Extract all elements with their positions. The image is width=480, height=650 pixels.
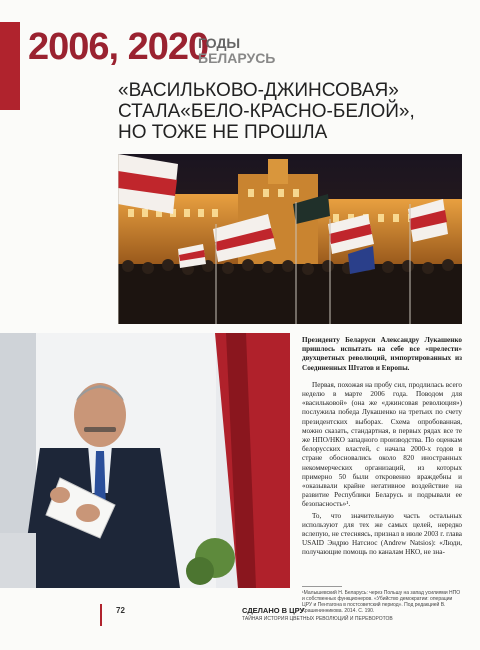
footer-divider [100,604,102,626]
running-subtitle: ТАЙНАЯ ИСТОРИЯ ЦВЕТНЫХ РЕВОЛЮЦИЙ И ПЕРЕВОРОТОВ [242,616,393,622]
headline-line-1: «ВАСИЛЬКОВО-ДЖИНСОВАЯ» [118,80,399,101]
footnote-rule [302,586,342,587]
years-label-top: ГОДЫ [198,35,241,51]
page-number: 72 [116,606,125,615]
article-paragraph-1: Первая, похожая на пробу сил, продлилась всего неделю в марте 2006 года. Поводом для «васильковой» (она же «джинсовая революция») послужила победа Лукашенко на третьих по счету президентских выборах. Схема опробованная, можно сказать, стандартная, в первых рядах все те же НПО/НКО западного производства. По оценкам белорусских властей, с начала 2000-х годов в стране обосновались около 820 иностранных некоммерческих организаций, из которых примерно 50 были откровенно враждебны и «оказывали крайне негативное воздействие на развитие Республики Беларусь и подрывали ее безопасность»¹. [302,380,462,509]
article-text-column [302,336,462,558]
running-title: СДЕЛАНО В ЦРУ [242,606,305,615]
article-lead: Президенту Беларуси Александру Лукашенко пришлось испытать на себе все «прелести» двухцветных революций, импортированных из Соединенных Штатов и Европы. [302,336,462,372]
president-photo [0,333,290,588]
headline-line-3: НО ТОЖЕ НЕ ПРОШЛА [118,122,328,143]
headline-line-2: СТАЛА«БЕЛО-КРАСНО-БЕЛОЙ», [118,101,415,122]
article-headline [118,80,448,143]
country-label: БЕЛАРУСЬ [198,50,276,66]
footnote: ¹Малышевский Н. Беларусь: через Польшу на запад усилиями НПО и собственных функционеров. «Убийство демократии: операции ЦРУ и Пентагона в постсоветский период». Под редакцией В. Крашенинникова. 2014. С. 190. [302,590,461,614]
rally-photo-illustration [118,154,462,324]
president-photo-illustration [0,333,290,588]
rally-photo [118,154,462,324]
years-label [198,36,275,66]
article-paragraph-2: То, что значительную часть остальных используют для тех же самых целей, нередко вслепую, не стесняясь, признал в июле 2003 г. глава USAID Эндрю Натсиос (Andrew Natsios): «Люди, получающие помощь по каналам НКО, не зна- [302,511,462,557]
years-heading: 2006, 2020 [28,26,209,68]
accent-bar [0,22,20,110]
